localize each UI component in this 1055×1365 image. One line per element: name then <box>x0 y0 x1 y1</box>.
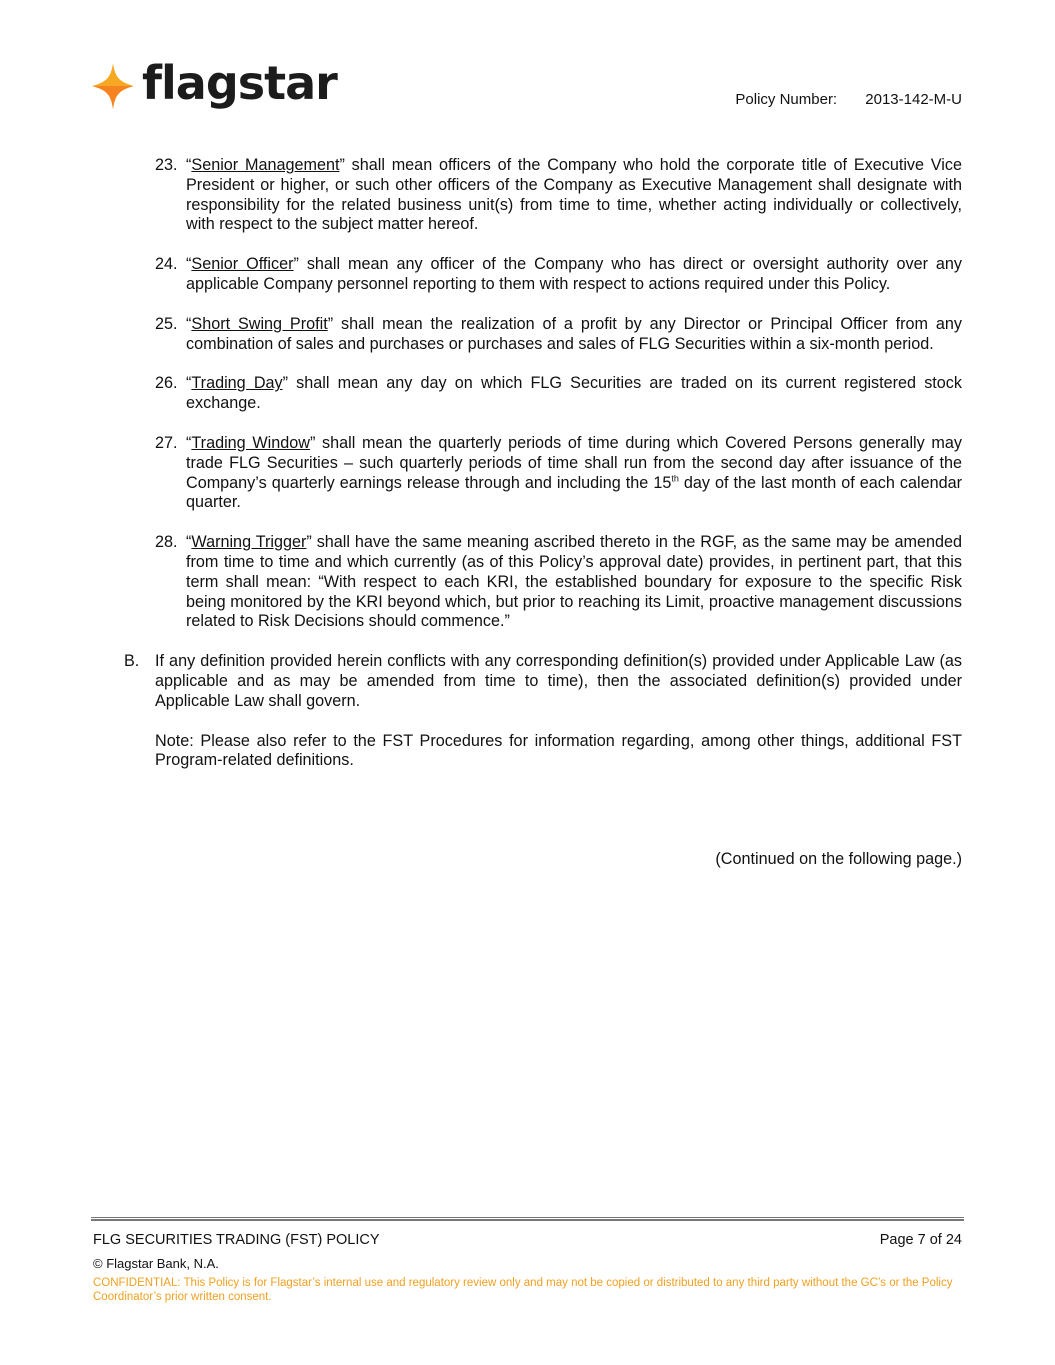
document-body <box>124 156 962 771</box>
open-quote: “ <box>186 433 192 452</box>
definition-item-25 <box>124 315 962 355</box>
definition-number: 26. <box>155 374 178 393</box>
open-quote: “ <box>186 374 192 393</box>
definition-text: ” shall mean the realization of a profit by any Director or Principal Officer from any combination of sales and purchases or purchases and sales of FLG Securities within a six-month period. <box>186 314 962 353</box>
definition-text: ” shall mean any officer of the Company who has direct or oversight authority over any applicable Company personnel reporting to them with respect to actions required under this Policy. <box>186 255 962 293</box>
definition-text: ” shall mean the quarterly periods of time during which Covered Persons generally may trade FLG Securities – such quarterly periods of time shall run from the second day after issuance of the Company’s quarterly earnings release through and including the 15 <box>186 433 962 492</box>
definition-term: Trading Day <box>191 374 283 393</box>
definition-term: Trading Window <box>191 433 310 452</box>
definition-term: Short Swing Profit <box>191 314 328 333</box>
open-quote: “ <box>186 533 192 552</box>
policy-number-value: 2013-142-M-U <box>865 91 962 108</box>
definition-number: 28. <box>155 533 178 552</box>
definition-number: 25. <box>155 314 178 333</box>
definition-number: 27. <box>155 433 178 452</box>
definition-number: 24. <box>155 255 178 274</box>
section-b <box>124 652 962 711</box>
definition-number: 23. <box>155 156 178 174</box>
continued-notice: (Continued on the following page.) <box>715 850 962 868</box>
definition-list <box>124 156 962 632</box>
policy-number-label: Policy Number: <box>735 91 838 108</box>
flagstar-logo <box>92 58 337 114</box>
note-paragraph: Note: Please also refer to the FST Procedures for information regarding, among other things, additional FST Program-related definitions. <box>155 731 962 770</box>
definition-text-continued: day of the last month of each calendar quarter. <box>186 473 962 512</box>
open-quote: “ <box>186 255 192 274</box>
star-icon <box>92 63 134 109</box>
definition-item-27 <box>124 434 962 513</box>
policy-number <box>735 90 962 110</box>
definition-text: ” shall mean officers of the Company who hold the corporate title of Executive Vice President or higher, or such other officers of the Company as Executive Management shall designate with responsibility for the related business unit(s) from time to time, whether acting individually or collectively, with respect to the subject matter hereof. <box>186 156 962 234</box>
footer-page-number: Page 7 of 24 <box>879 1232 962 1248</box>
footer-divider <box>91 1217 964 1221</box>
footer-copyright: © Flagstar Bank, N.A. <box>93 1256 219 1271</box>
definition-text: ” shall mean any day on which FLG Securities are traded on its current registered stock exchange. <box>186 374 962 413</box>
definition-item-23 <box>124 156 962 235</box>
definition-term: Senior Officer <box>191 255 294 274</box>
definition-term: Warning Trigger <box>191 533 307 552</box>
footer-confidential-notice: CONFIDENTIAL: This Policy is for Flagstar’s internal use and regulatory review only and may not be copied or distributed to any third party without the GC’s or the Policy Coordinator’s prior written consent. <box>93 1277 953 1303</box>
superscript-ordinal: th <box>671 473 679 484</box>
definition-term: Senior Management <box>191 156 340 174</box>
definition-item-28 <box>124 533 962 632</box>
section-letter: B. <box>124 652 140 671</box>
definition-text: ” shall have the same meaning ascribed thereto in the RGF, as the same may be amended from time to time and which currently (as of this Policy’s approval date) provides, in pertinent part, that this term shall mean: “With respect to each KRI, the established boundary for exposure to the specific Risk being monitored by the KRI beyond which, but prior to reaching its Limit, proactive management discussions related to Risk Decisions should commence.” <box>186 533 962 631</box>
section-b-text: If any definition provided herein conflicts with any corresponding definition(s) provided under Applicable Law (as applicable and as may be amended from time to time), then the associated definition(s) provided under Applicable Law shall govern. <box>155 652 962 710</box>
open-quote: “ <box>186 156 192 174</box>
open-quote: “ <box>186 314 192 333</box>
logo-wordmark: flagstar <box>142 56 337 110</box>
footer-policy-title: FLG SECURITIES TRADING (FST) POLICY <box>93 1232 380 1248</box>
definition-item-24 <box>124 255 962 295</box>
definition-item-26 <box>124 374 962 414</box>
